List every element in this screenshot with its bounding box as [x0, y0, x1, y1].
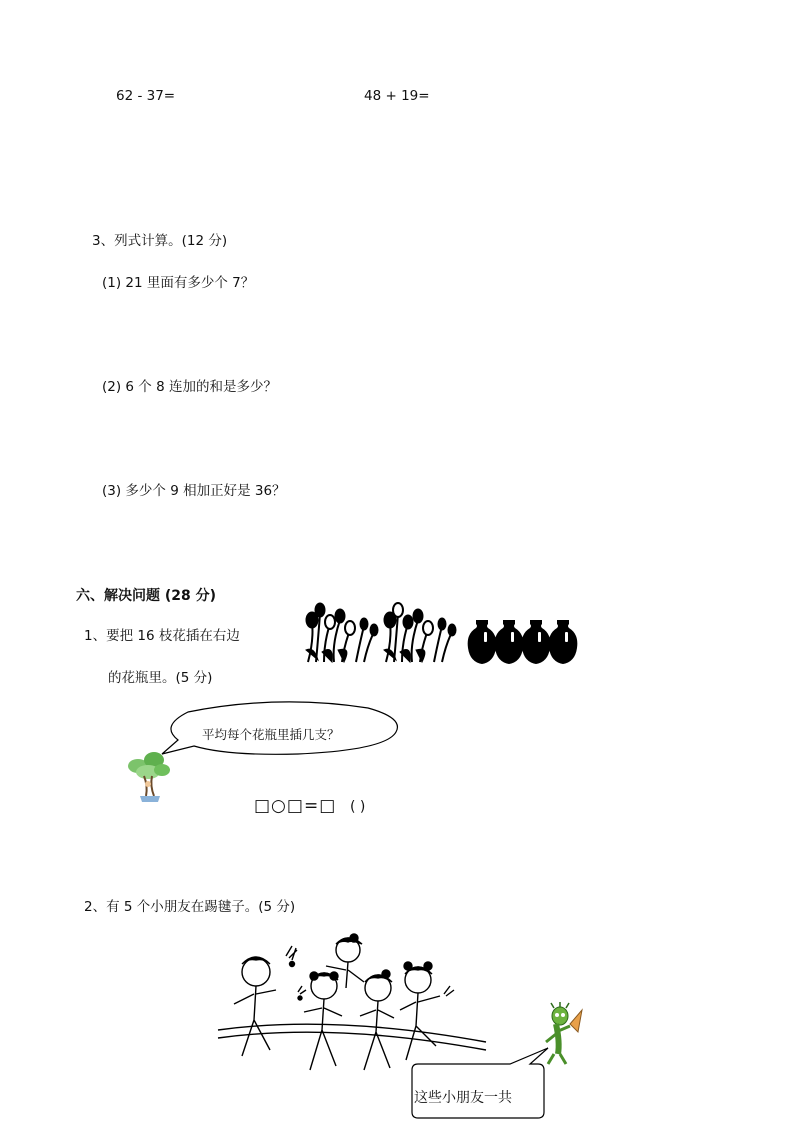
- calc-left-expr: 62 - 37=: [116, 88, 176, 104]
- plant-character-icon: [124, 750, 174, 806]
- problem2-title: 2、有 5 个小朋友在踢毽子。(5 分): [84, 899, 296, 915]
- section6-title: 六、解决问题 (28 分): [76, 588, 217, 604]
- speech-bubble-2: [398, 1040, 558, 1120]
- answer-parentheses: ( ): [350, 799, 366, 815]
- calc-right-expr: 48 + 19=: [364, 88, 430, 104]
- problem1-line1: 1、要把 16 枝花插在右边: [84, 628, 240, 644]
- question-1: (1) 21 里面有多少个 7？: [102, 275, 255, 291]
- question-2: (2) 6 个 8 连加的和是多少？: [102, 379, 277, 395]
- vase-icon: [468, 618, 580, 666]
- question-3: (3) 多少个 9 相加正好是 36？: [102, 483, 286, 499]
- section3-title: 3、列式计算。(12 分): [92, 233, 228, 249]
- problem1-line2: 的花瓶里。(5 分): [108, 670, 213, 686]
- bubble2-text: 这些小朋友一共: [414, 1090, 512, 1106]
- flower-bunch-icon: [304, 600, 464, 664]
- equation-boxes: □○□=□: [254, 796, 337, 816]
- bubble1-text: 平均每个花瓶里插几支？: [202, 727, 340, 742]
